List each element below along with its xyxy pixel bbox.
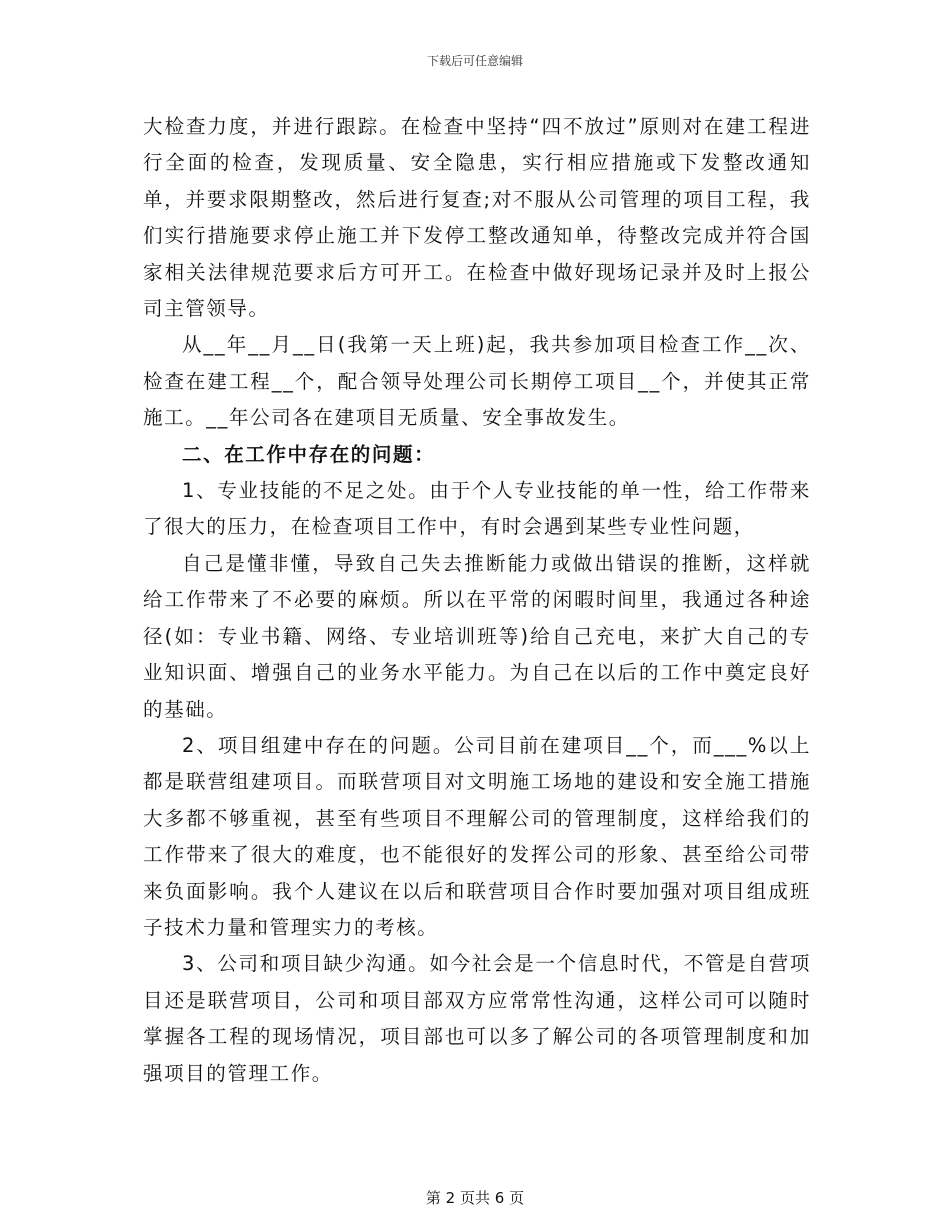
page-header: 下载后可任意编辑	[426, 54, 523, 68]
page-number: 第 2 页共 6 页	[425, 1189, 525, 1207]
paragraph-problem-3: 3、公司和项目缺少沟通。如今社会是一个信息时代，不管是自营项目还是联营项目，公司和项目部双方应常常性沟通，这样公司可以随时掌握各工程的现场情况，项目部也可以多了解公司的各项管理制度和加强项目的管理工作。	[143, 952, 811, 1085]
paragraph-inspection-continued: 大检查力度，并进行跟踪。在检查中坚持“四不放过”原则对在建工程进行全面的检查，发现质量、安全隐患，实行相应措施或下发整改通知单，并要求限期整改，然后进行复查;对不服从公司管理的项目工程，我们实行措施要求停止施工并下发停工整改通知单，待整改完成并符合国家相关法律规范要求后方可开工。在检查中做好现场记录并及时上报公司主管领导。	[143, 115, 811, 321]
paragraph-work-summary: 从__年__月__日(我第一天上班)起，我共参加项目检查工作__次、检查在建工程__个，配合领导处理公司长期停工项目__个，并使其正常施工。__年公司各在建项目无质量、安全事故发生。	[143, 333, 811, 430]
paragraph-problem-1-continued: 自己是懂非懂，导致自己失去推断能力或做出错误的推断，这样就给工作带来了不必要的麻烦。所以在平常的闲暇时间里，我通过各种途径(如：专业书籍、网络、专业培训班等)给自己充电，来扩大自己的专业知识面、增强自己的业务水平能力。为自己在以后的工作中奠定良好的基础。	[143, 551, 811, 721]
section-heading-problems: 二、在工作中存在的问题：	[182, 442, 436, 466]
paragraph-problem-2: 2、项目组建中存在的问题。公司目前在建项目__个，而___%以上都是联营组建项目。而联营项目对文明施工场地的建设和安全施工措施大多都不够重视，甚至有些项目不理解公司的管理制度，这样给我们的工作带来了很大的难度，也不能很好的发挥公司的形象、甚至给公司带来负面影响。我个人建议在以后和联营项目合作时要加强对项目组成班子技术力量和管理实力的考核。	[143, 733, 811, 939]
paragraph-problem-1: 1、专业技能的不足之处。由于个人专业技能的单一性，给工作带来了很大的压力，在检查项目工作中，有时会遇到某些专业性问题，	[143, 479, 811, 539]
document-body	[143, 109, 811, 1092]
